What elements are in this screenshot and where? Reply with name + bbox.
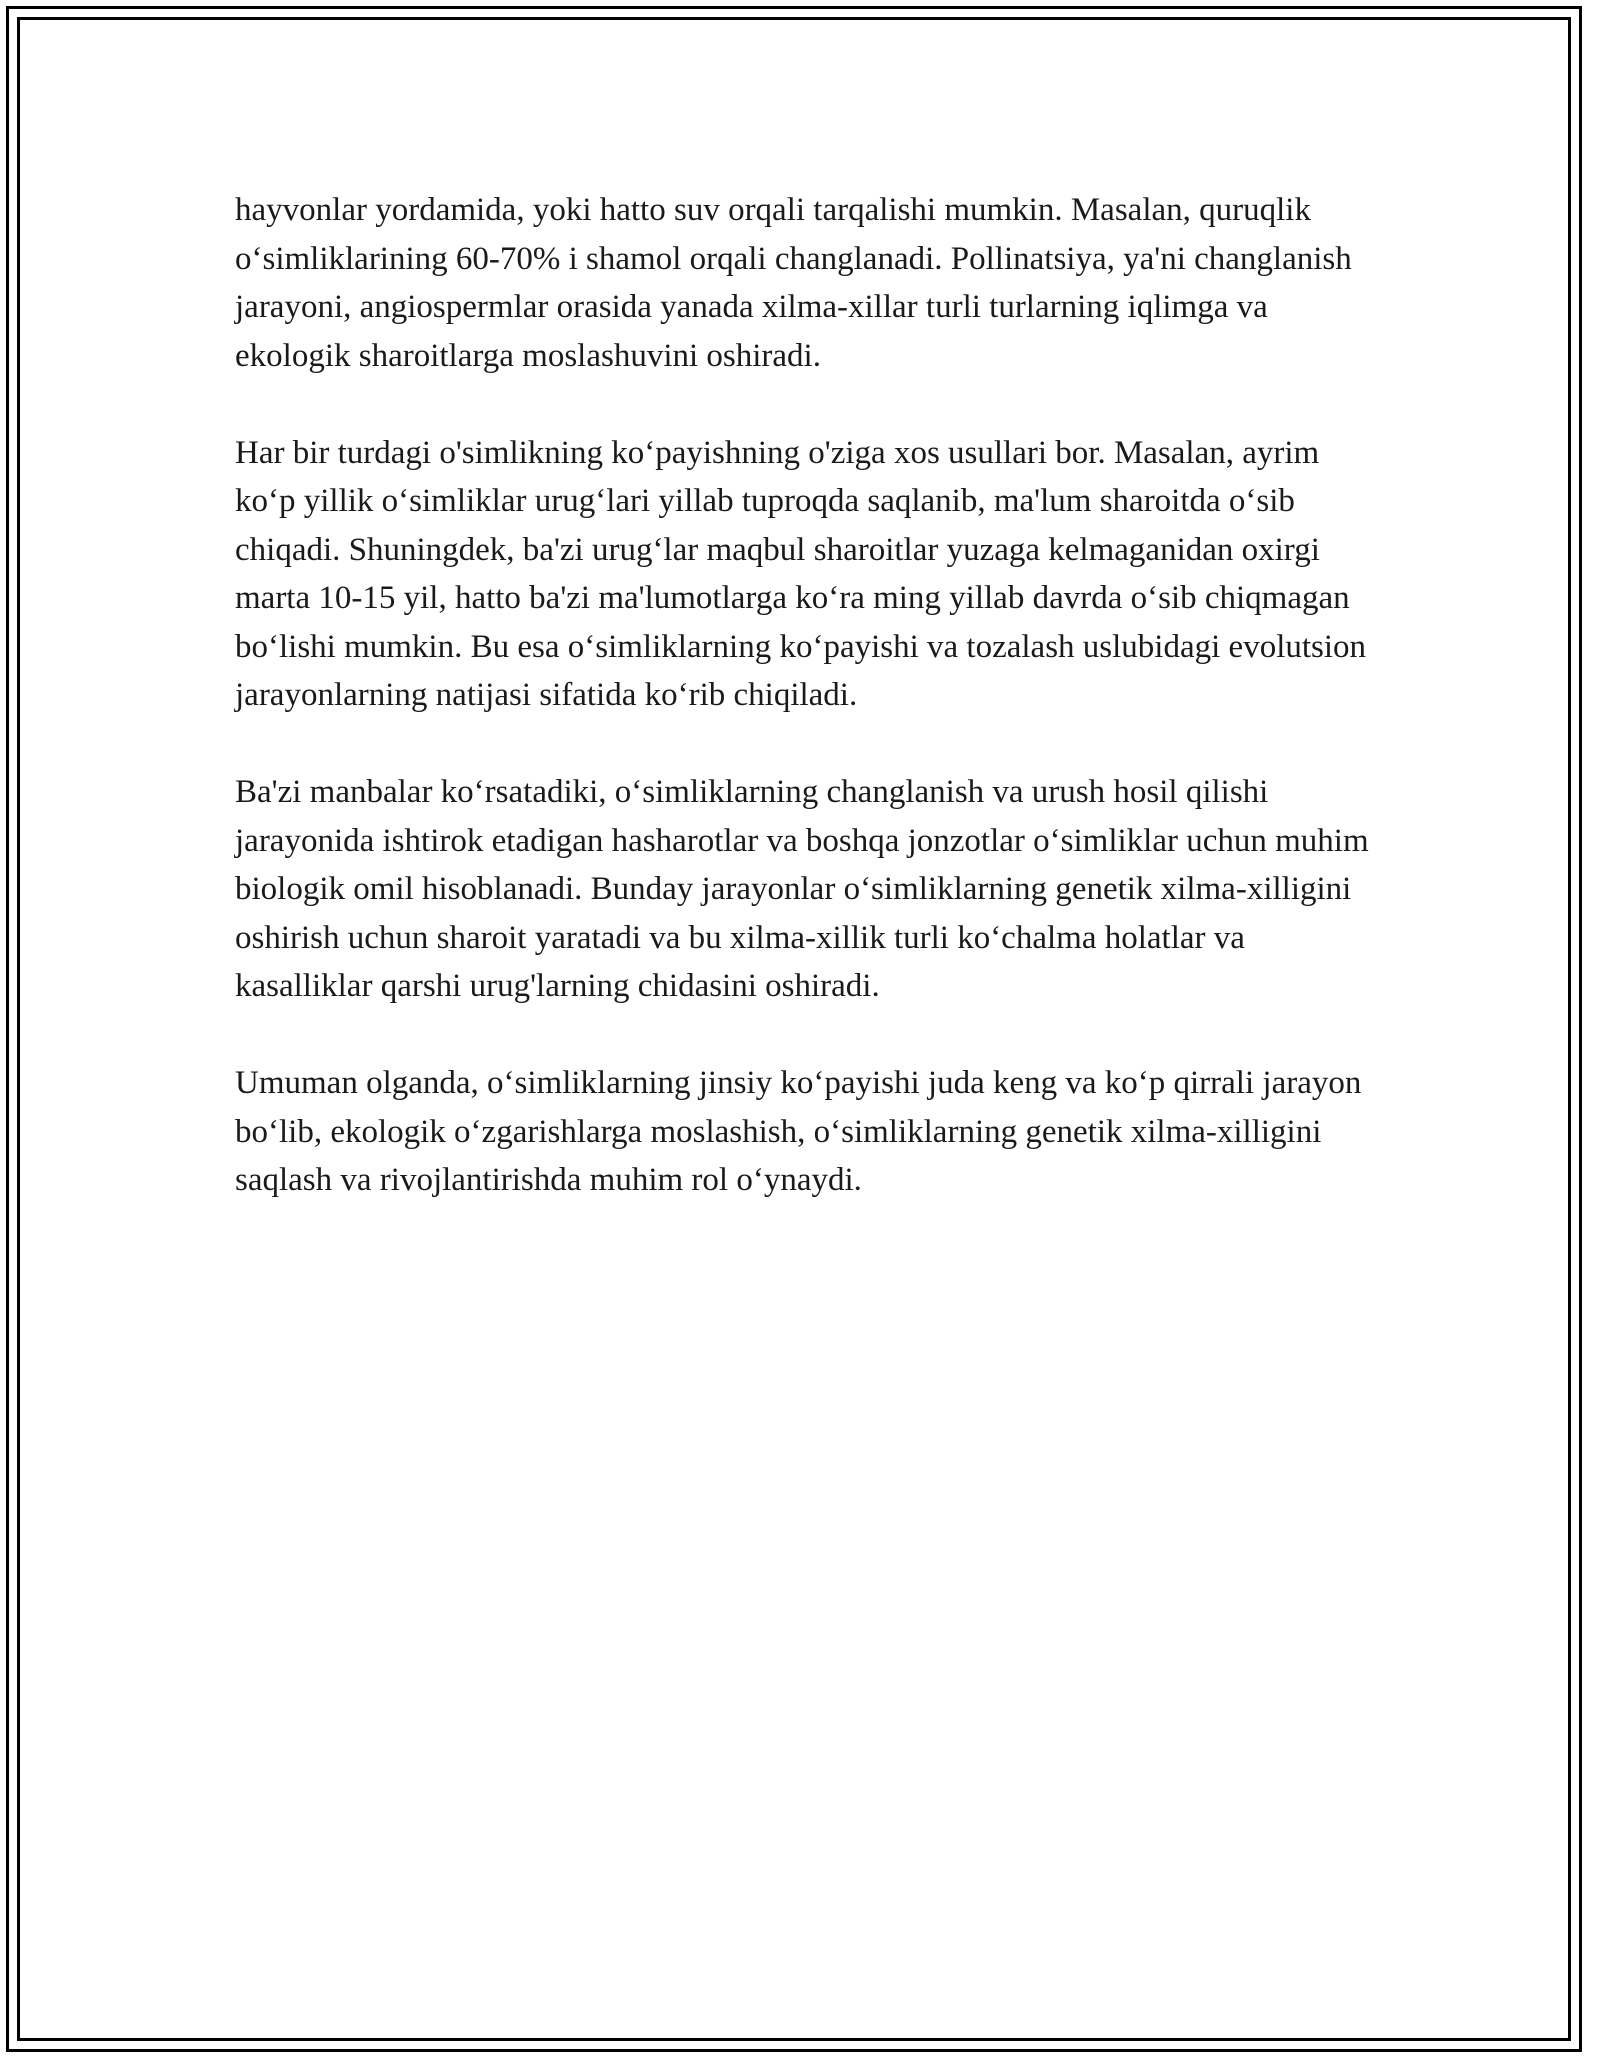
document-body xyxy=(235,186,1375,1253)
paragraph-4: Umuman olganda, o‘simliklarning jinsiy ko‘payishi juda keng va ko‘p qirrali jarayon bo‘lib, ekologik o‘zgarishlarga moslashish, o‘simliklarning genetik xilma-xilligini saqlash va rivojlantirishda muhim rol o‘ynaydi. xyxy=(235,1065,1362,1198)
paragraph-2: Har bir turdagi o'simlikning ko‘payishning o'ziga xos usullari bor. Masalan, ayrim ko‘p yillik o‘simliklar urug‘lari yillab tuproqda saqlanib, ma'lum sharoitda o‘sib chiqadi. Shuningdek, ba'zi urug‘lar maqbul sharoitlar yuzaga kelmaganidan oxirgi marta 10-15 yil, hatto ba'zi ma'lumotlarga ko‘ra ming yillab davrda o‘sib chiqmagan bo‘lishi mumkin. Bu esa o‘simliklarning ko‘payishi va tozalash uslubidagi evolutsion jarayonlarning natijasi sifatida ko‘rib chiqiladi. xyxy=(235,434,1367,713)
paragraph-3: Ba'zi manbalar ko‘rsatadiki, o‘simliklarning changlanish va urush hosil qilishi jarayonida ishtirok etadigan hasharotlar va boshqa jonzotlar o‘simliklar uchun muhim biologik omil hisoblanadi. Bunday jarayonlar o‘simliklarning genetik xilma-xilligini oshirish uchun sharoit yaratadi va bu xilma-xillik turli ko‘chalma holatlar va kasalliklar qarshi urug'larning chidasini oshiradi. xyxy=(235,774,1369,1004)
paragraph-1: hayvonlar yordamida, yoki hatto suv orqali tarqalishi mumkin. Masalan, quruqlik o‘simliklarining 60-70% i shamol orqali changlanadi. Pollinatsiya, ya'ni changlanish jarayoni, angiospermlar orasida yanada xilma-xillar turli turlarning iqlimga va ekologik sharoitlarga moslashuvini oshiradi. xyxy=(235,192,1352,374)
